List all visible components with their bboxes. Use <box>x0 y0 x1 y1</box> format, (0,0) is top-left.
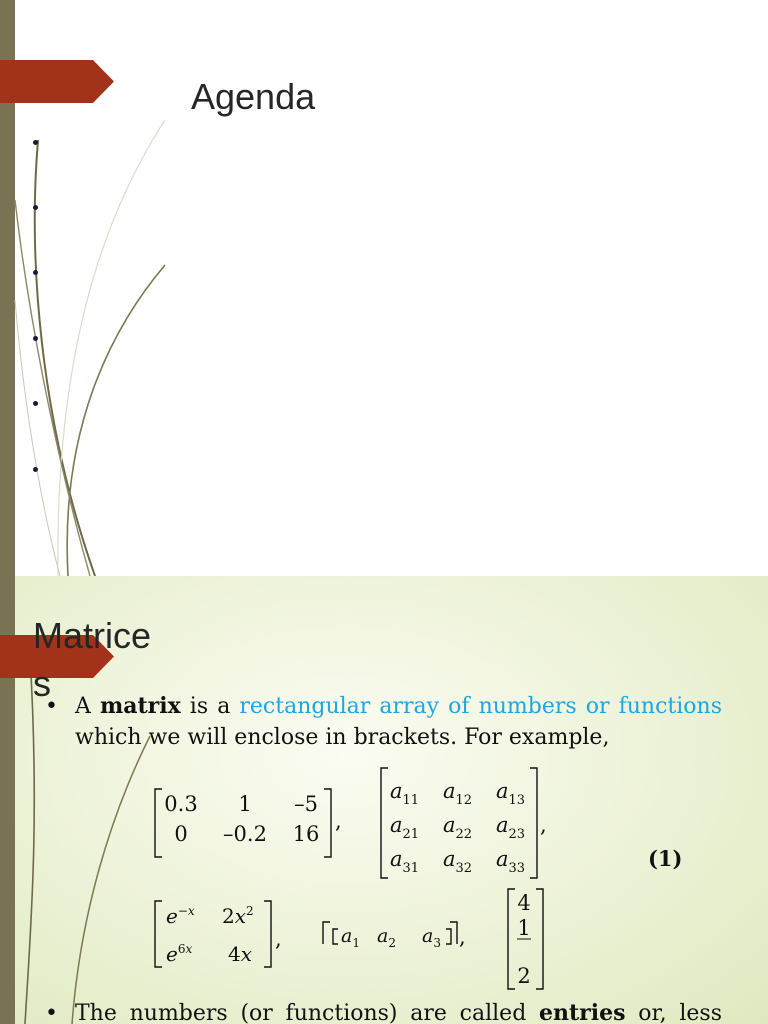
bullet-entries <box>42 998 722 1024</box>
matrix-entry: 0.3 <box>164 792 198 816</box>
empty-bullet <box>33 140 38 145</box>
empty-bullet <box>33 467 38 472</box>
matrix-entry: $a_1$ <box>341 925 360 950</box>
matrix-entry: $2x^2$ <box>222 904 254 928</box>
slide-matrices <box>0 576 768 1024</box>
matrix-examples <box>0 576 768 1024</box>
matrix-entry: $a_{13}$ <box>496 779 526 808</box>
matrix-entry: 4 <box>517 891 531 915</box>
title-line-2: s <box>33 663 51 704</box>
matrix-entry: $a_{23}$ <box>496 813 526 842</box>
matrix-entry: $a_{33}$ <box>496 847 526 876</box>
matrix-entry: 4x <box>228 942 253 966</box>
title-ribbon <box>0 60 114 103</box>
bold-term-matrix: matrix <box>99 693 181 719</box>
text: A <box>75 694 100 719</box>
highlighted-phrase: rectangular array of numbers or functions <box>239 694 722 719</box>
bullet-marker: • <box>45 1001 58 1024</box>
matrix-entry: $a_{12}$ <box>443 779 473 808</box>
equation-number: (1) <box>648 846 683 871</box>
matrix-entry: $e^{-x}$ <box>166 904 195 928</box>
matrix-entry: $a_{32}$ <box>443 847 473 876</box>
empty-bullet <box>33 205 38 210</box>
bold-term-entries: entries <box>539 1000 626 1024</box>
row-vector <box>341 925 441 950</box>
matrix-entry: $a_{11}$ <box>390 779 420 808</box>
matrix-entry: $e^6x$ <box>166 942 193 966</box>
matrix-entry: $a_{31}$ <box>390 847 420 876</box>
column-vector <box>517 891 530 988</box>
svg-text:,: , <box>275 927 282 951</box>
text: is a <box>180 694 240 719</box>
matrix-functions <box>166 904 254 966</box>
matrix-entry: 0 <box>174 822 188 846</box>
matrix-entry: 16 <box>292 822 320 846</box>
bullet-marker: • <box>45 694 58 719</box>
text: which we will enclose in brackets. For example, <box>75 725 610 750</box>
svg-text:,: , <box>459 925 466 949</box>
matrix-entry: $a_3$ <box>422 925 441 950</box>
matrix-entry: 1 <box>238 792 252 816</box>
matrix-entry: $a_{22}$ <box>443 813 473 842</box>
text: or, less <box>625 1001 722 1024</box>
svg-text:,: , <box>540 813 547 837</box>
matrix-entry: 2 <box>517 964 531 988</box>
svg-text:,: , <box>335 809 342 833</box>
empty-bullet <box>33 336 38 341</box>
matrix-entry: $a_2$ <box>377 925 396 950</box>
text: The numbers (or functions) are called <box>75 1001 540 1024</box>
matrix-symbolic <box>390 779 525 876</box>
matrix-numeric <box>164 792 319 846</box>
empty-bullet <box>33 401 38 406</box>
matrix-entry: –5 <box>294 792 318 816</box>
title-line-1: Matrice <box>33 615 152 656</box>
matrix-entry: $a_{21}$ <box>390 813 420 842</box>
empty-bullet <box>33 270 38 275</box>
matrix-entry: 1 <box>517 916 531 940</box>
matrix-entry: –0.2 <box>223 822 267 846</box>
slide-title: Agenda <box>191 76 316 117</box>
